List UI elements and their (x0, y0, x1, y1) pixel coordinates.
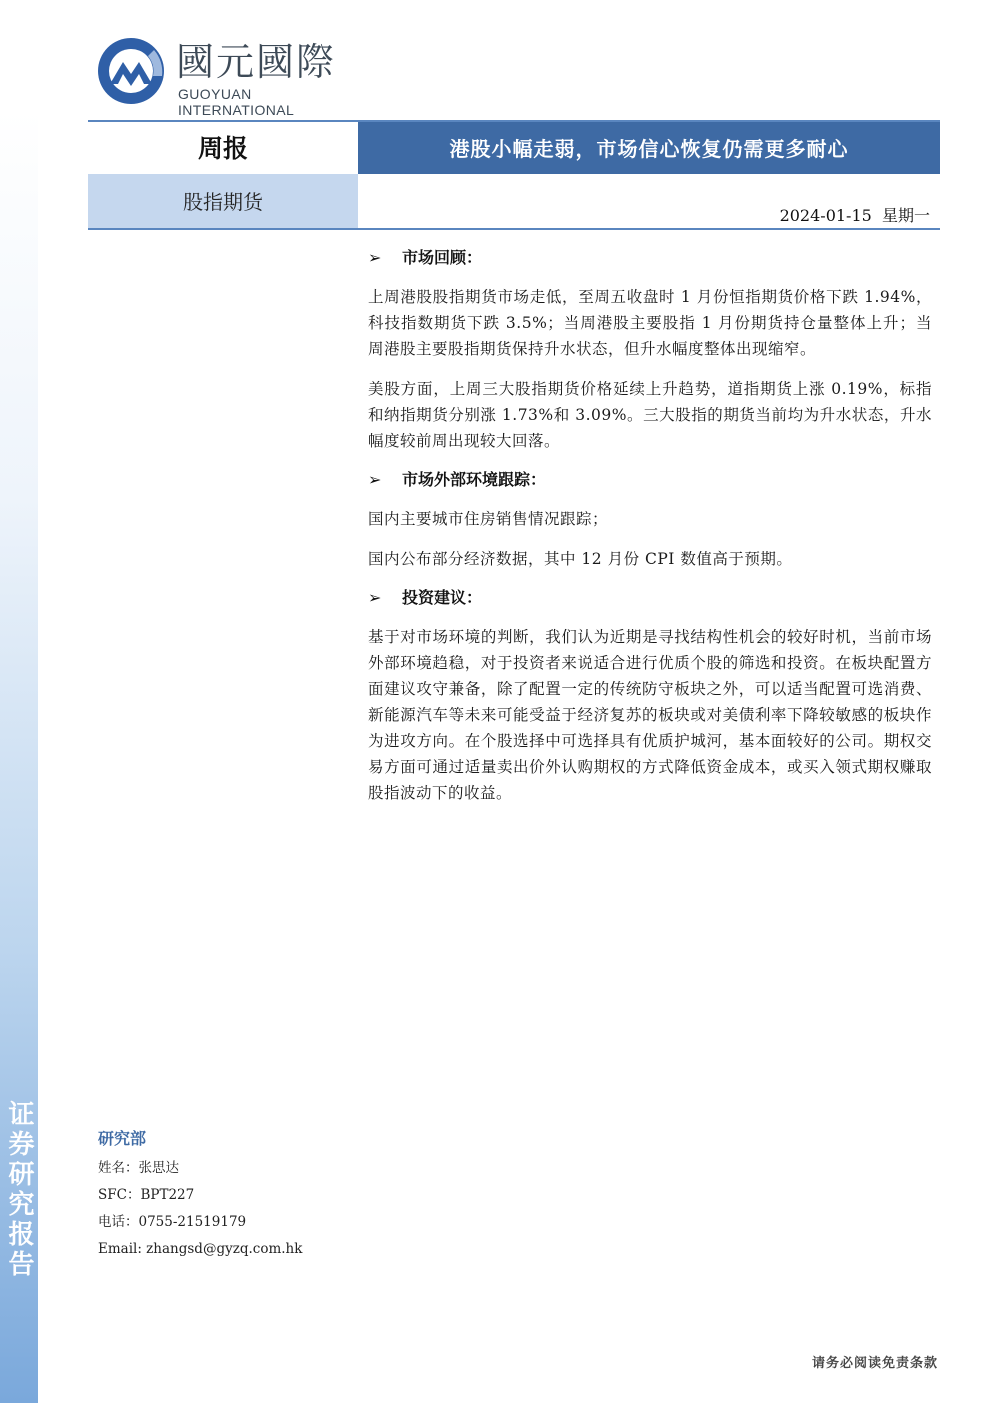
contact-department: 研究部 (98, 1129, 147, 1148)
analyst-contact (98, 1126, 358, 1263)
arrow-bullet-icon: ➢ (368, 470, 382, 489)
disclaimer-link[interactable]: 请务必阅读免责条款 (811, 1356, 938, 1371)
logo-name-en: GUOYUAN INTERNATIONAL (178, 86, 295, 118)
header-bottom-rule (88, 228, 940, 230)
paragraph: 国内公布部分经济数据，其中 12 月份 CPI 数值高于预期。 (368, 550, 793, 568)
section-heading: ➢ 市场外部环境跟踪： (368, 468, 932, 492)
report-date: 2024-01-15 星期一 (779, 206, 930, 225)
side-label: 证券研究报告 (4, 1100, 34, 1280)
logo-mark-icon (96, 36, 166, 106)
paragraph: 国内主要城市住房销售情况跟踪； (368, 510, 609, 528)
section-heading: ➢ 市场回顾： (368, 246, 932, 270)
contact-phone: 电话：0755-21519179 (98, 1214, 247, 1230)
section-external-environment (368, 468, 932, 572)
arrow-bullet-icon: ➢ (368, 588, 382, 607)
logo-name-cn: 國元國際 (176, 40, 337, 84)
arrow-bullet-icon: ➢ (368, 248, 382, 267)
report-category: 股指期货 (88, 174, 358, 228)
brand-logo (96, 36, 366, 118)
contact-email[interactable]: Email: zhangsd@gyzq.com.hk (98, 1241, 303, 1257)
section-market-review (368, 246, 932, 454)
paragraph: 美股方面，上周三大股指期货价格延续上升趋势，道指期货上涨 0.19%，标指和纳指期货分别涨 1.73%和 3.09%。三大股指的期货当前均为升水状态，升水幅度较前周出现较大回落。 (368, 380, 932, 450)
section-heading: ➢ 投资建议： (368, 586, 932, 610)
report-title: 港股小幅走弱，市场信心恢复仍需更多耐心 (358, 122, 940, 174)
section-investment-advice (368, 586, 932, 806)
report-type: 周报 (88, 122, 358, 174)
contact-sfc: SFC：BPT227 (98, 1187, 195, 1203)
paragraph: 基于对市场环境的判断，我们认为近期是寻找结构性机会的较好时机，当前市场外部环境趋稳，对于投资者来说适合进行优质个股的筛选和投资。在板块配置方面建议攻守兼备，除了配置一定的传统防守板块之外，可以适当配置可选消费、新能源汽车等未来可能受益于经济复苏的板块或对美债利率下降较敏感的板块作为进攻方向。在个股选择中可选择具有优质护城河，基本面较好的公司。期权交易方面可通过适量卖出价外认购期权的方式降低资金成本，或买入领式期权赚取股指波动下的收益。 (368, 628, 932, 802)
paragraph: 上周港股股指期货市场走低，至周五收盘时 1 月份恒指期货价格下跌 1.94%，科技指数期货下跌 3.5%；当周港股主要股指 1 月份期货持仓量整体上升；当周港股主要股指期货保持升水状态，但升水幅度整体出现缩窄。 (368, 288, 932, 358)
contact-name: 姓名：张思达 (98, 1160, 179, 1176)
report-body (368, 240, 932, 820)
